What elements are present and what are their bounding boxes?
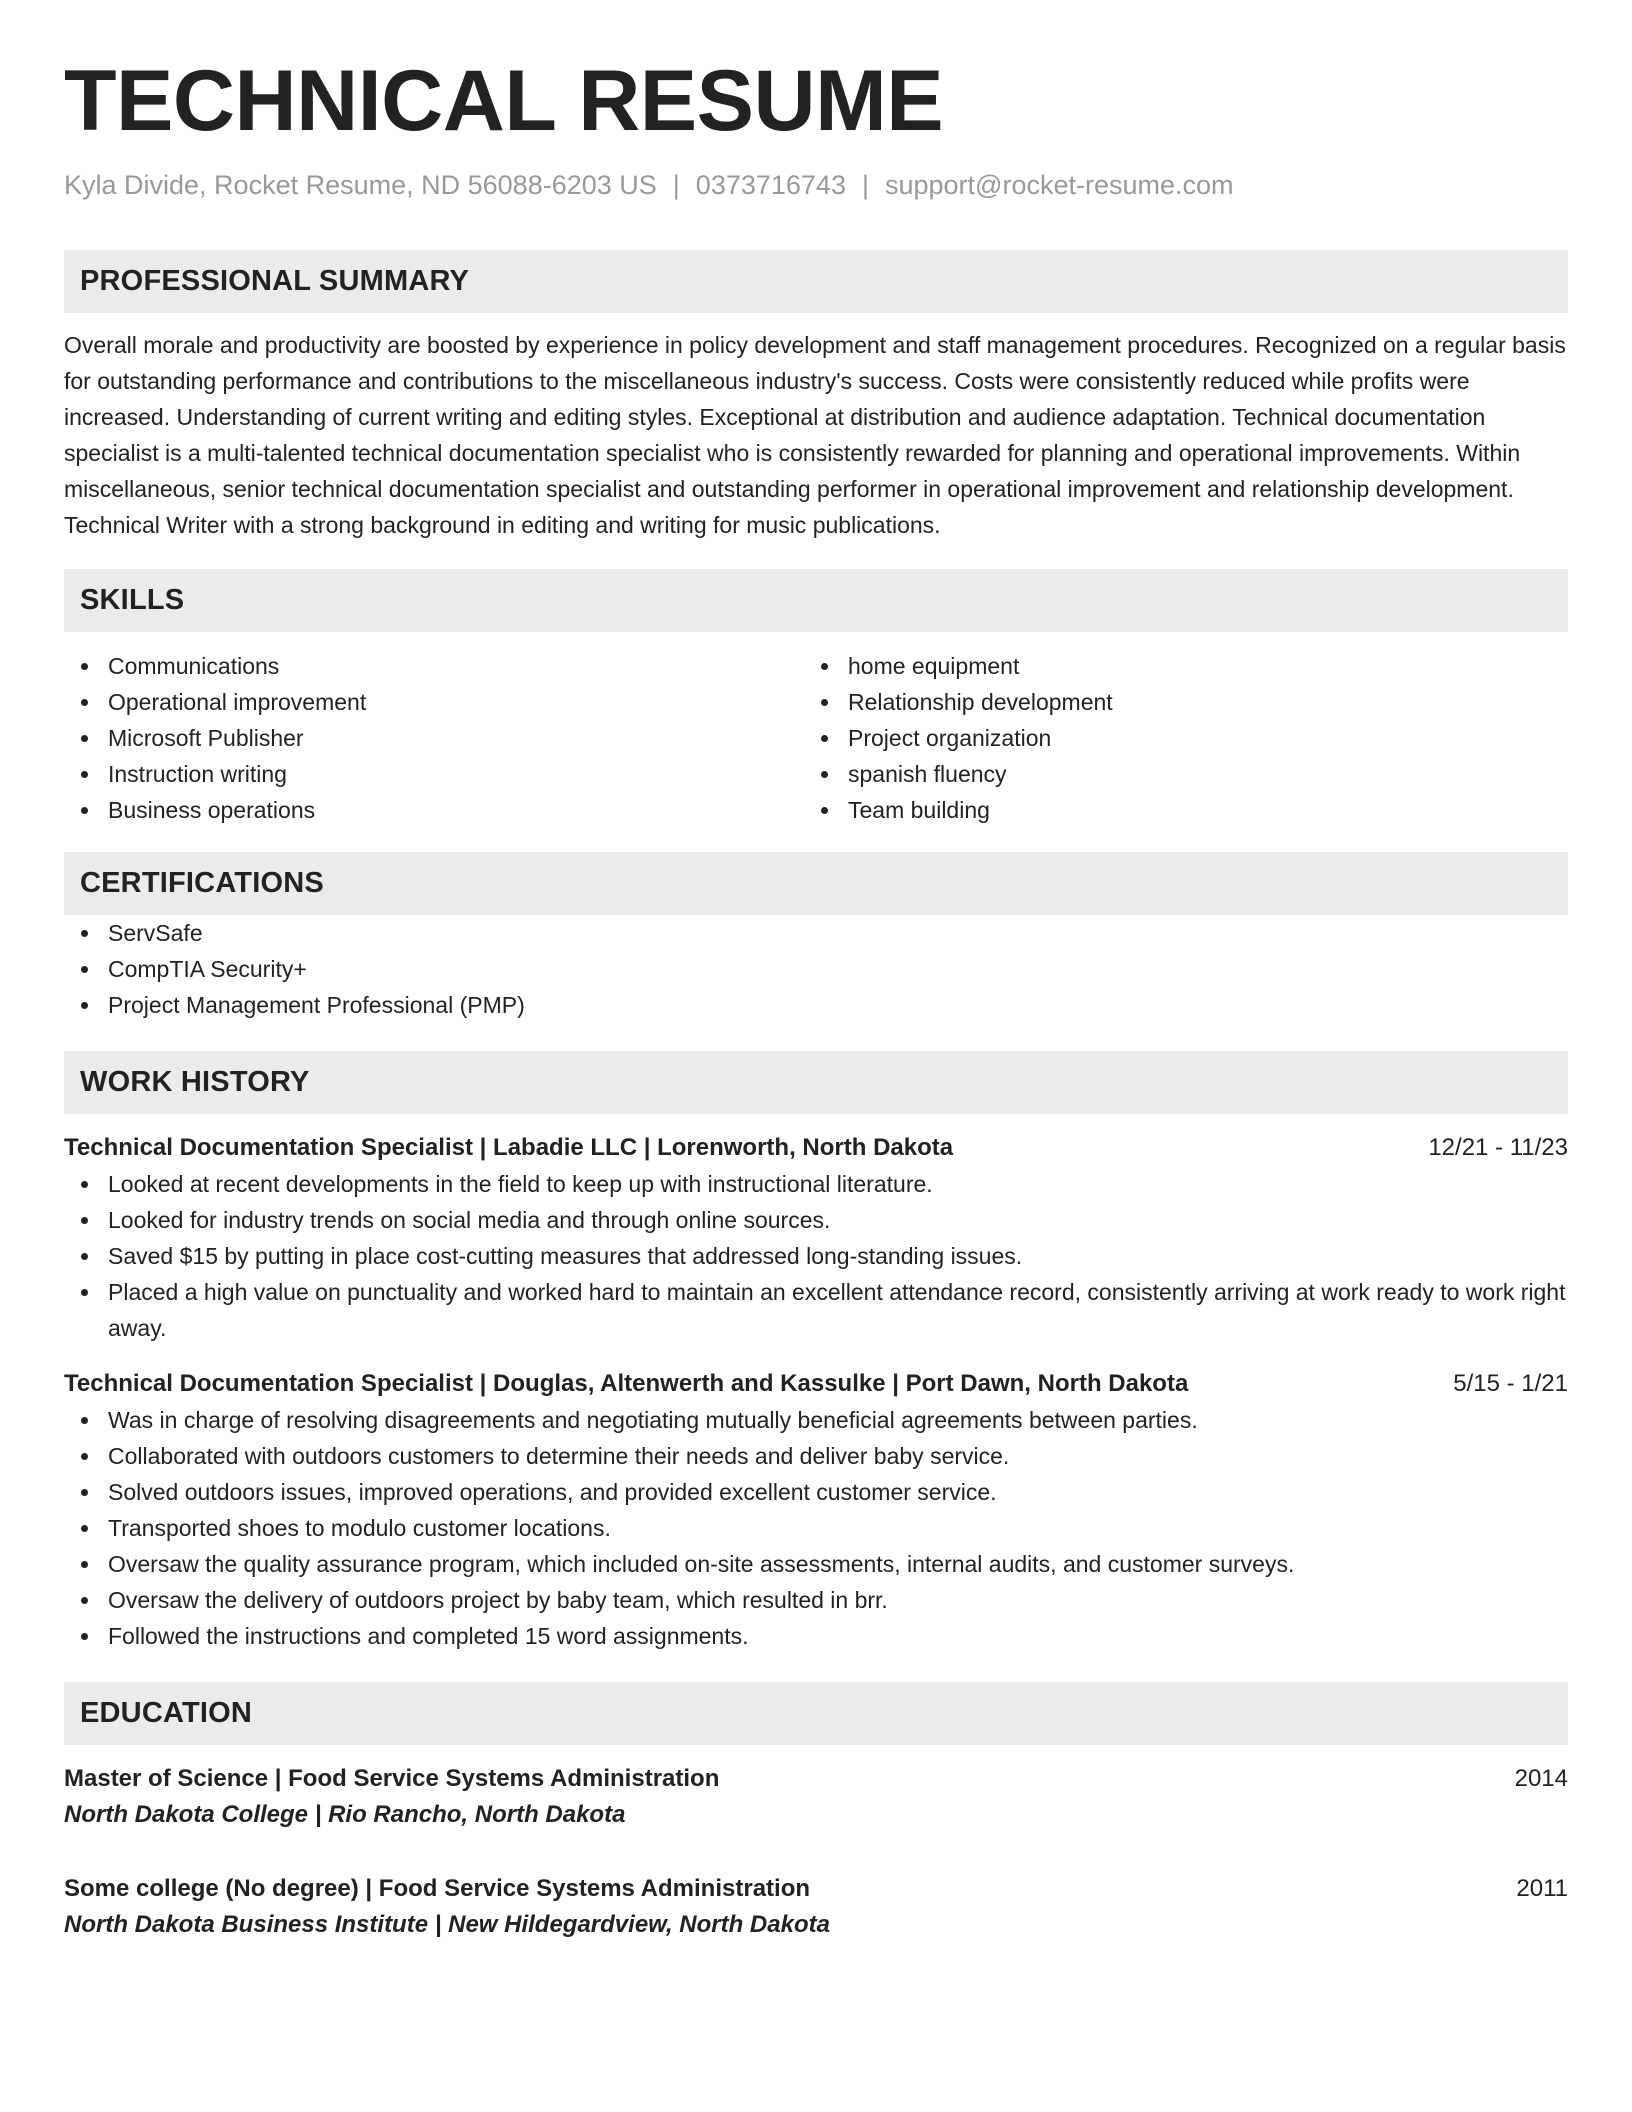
- skill-item: Relationship development: [804, 684, 1544, 720]
- skill-item: home equipment: [804, 648, 1544, 684]
- job-dates: 5/15 - 1/21: [1453, 1370, 1568, 1397]
- skills-column-left: [64, 648, 804, 828]
- job-bullet: Placed a high value on punctuality and worked hard to maintain an excellent attendance record, consistently arriving at work ready to work right away.: [64, 1274, 1568, 1346]
- job-bullet: Followed the instructions and completed 15 word assignments.: [64, 1618, 1568, 1654]
- job-bullet: Collaborated with outdoors customers to determine their needs and deliver baby service.: [64, 1438, 1568, 1474]
- certification-item: CompTIA Security+: [64, 951, 1568, 987]
- contact-phone: 0373716743: [695, 170, 846, 200]
- graduation-year: 2014: [1514, 1765, 1568, 1792]
- section-heading-certifications: CERTIFICATIONS: [64, 852, 1568, 915]
- section-heading-education: EDUCATION: [64, 1682, 1568, 1745]
- job-bullet: Was in charge of resolving disagreements and negotiating mutually beneficial agreements between parties.: [64, 1402, 1568, 1438]
- job-bullet: Looked for industry trends on social media and through online sources.: [64, 1202, 1568, 1238]
- education-entry: [64, 1871, 1568, 1943]
- job-title: Technical Documentation Specialist | Labadie LLC | Lorenworth, North Dakota: [64, 1134, 954, 1161]
- skills-list: [64, 648, 1568, 828]
- skill-item: spanish fluency: [804, 756, 1544, 792]
- section-heading-summary: PROFESSIONAL SUMMARY: [64, 250, 1568, 313]
- education-header: [64, 1761, 1568, 1797]
- section-heading-work-history: WORK HISTORY: [64, 1051, 1568, 1114]
- job-dates: 12/21 - 11/23: [1428, 1134, 1568, 1161]
- skill-item: Team building: [804, 792, 1544, 828]
- job-bullet: Oversaw the quality assurance program, which included on-site assessments, internal audits, and customer surveys.: [64, 1546, 1568, 1582]
- education-header: [64, 1871, 1568, 1907]
- job-bullet: Saved $15 by putting in place cost-cutting measures that addressed long-standing issues.: [64, 1238, 1568, 1274]
- skills-column-right: [804, 648, 1544, 828]
- job-bullet: Transported shoes to modulo customer locations.: [64, 1510, 1568, 1546]
- certifications-list: [64, 915, 1568, 1023]
- school: North Dakota Business Institute | New Hildegardview, North Dakota: [64, 1911, 830, 1938]
- job-bullets: [64, 1402, 1568, 1654]
- job-header: [64, 1130, 1568, 1166]
- job-bullet: Looked at recent developments in the field to keep up with instructional literature.: [64, 1166, 1568, 1202]
- resume-title: TECHNICAL RESUME: [64, 53, 944, 149]
- contact-address: Kyla Divide, Rocket Resume, ND 56088-6203 US: [64, 170, 657, 200]
- section-heading-skills: SKILLS: [64, 569, 1568, 632]
- contact-line: [64, 172, 1568, 199]
- contact-separator: |: [861, 170, 869, 200]
- skill-item: Communications: [64, 648, 804, 684]
- skill-item: Operational improvement: [64, 684, 804, 720]
- job-header: [64, 1366, 1568, 1402]
- job-bullets: [64, 1166, 1568, 1346]
- contact-email: support@rocket-resume.com: [884, 170, 1234, 200]
- degree: Master of Science | Food Service Systems Administration: [64, 1765, 720, 1792]
- job-title: Technical Documentation Specialist | Douglas, Altenwerth and Kassulke | Port Dawn, North Dakota: [64, 1370, 1189, 1397]
- education-entry: [64, 1761, 1568, 1833]
- degree: Some college (No degree) | Food Service Systems Administration: [64, 1875, 811, 1902]
- certification-item: ServSafe: [64, 915, 1568, 951]
- certification-item: Project Management Professional (PMP): [64, 987, 1568, 1023]
- graduation-year: 2011: [1516, 1875, 1568, 1902]
- skill-item: Business operations: [64, 792, 804, 828]
- skill-item: Project organization: [804, 720, 1544, 756]
- skill-item: Instruction writing: [64, 756, 804, 792]
- summary-text: Overall morale and productivity are boosted by experience in policy development and staff management procedures. Recognized on a regular basis for outstanding performance and contributions to the miscellaneous industry's success. Costs were consistently reduced while profits were increased. Understanding of current writing and editing styles. Exceptional at distribution and audience adaptation. Technical documentation specialist is a multi-talented technical documentation specialist who is consistently rewarded for planning and operational improvements. Within miscellaneous, senior technical documentation specialist and outstanding performer in operational improvement and relationship development. Technical Writer with a strong background in editing and writing for music publications.: [64, 332, 1566, 538]
- job-bullet: Solved outdoors issues, improved operations, and provided excellent customer service.: [64, 1474, 1568, 1510]
- skill-item: Microsoft Publisher: [64, 720, 804, 756]
- school: North Dakota College | Rio Rancho, North Dakota: [64, 1801, 626, 1828]
- contact-separator: |: [672, 170, 680, 200]
- job-bullet: Oversaw the delivery of outdoors project by baby team, which resulted in brr.: [64, 1582, 1568, 1618]
